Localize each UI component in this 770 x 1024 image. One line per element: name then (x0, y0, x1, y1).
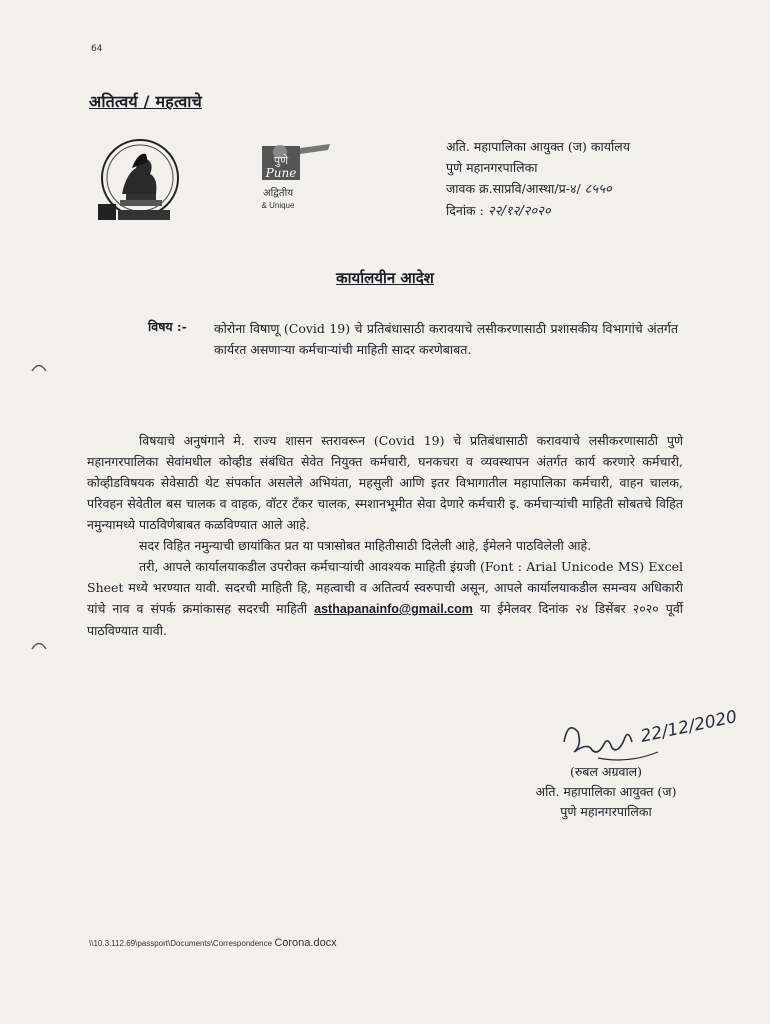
subject-label: विषय :- (148, 319, 187, 334)
document-title: कार्यालयीन आदेश (336, 269, 434, 287)
logo-tagline-marathi: अद्वितीय (262, 188, 294, 199)
outward-number-line (446, 178, 746, 200)
office-line-1: अति. महापालिका आयुक्त (ज) कार्यालय (446, 139, 630, 154)
signatory-name: (रुबल अग्रवाल) (569, 764, 643, 779)
signatory-organization: पुणे महानगरपालिका (560, 804, 652, 819)
footer-path: \\10.3.112.69\passport\Documents\Correspondence (89, 939, 273, 948)
logo-pune-devanagari: पुणे (273, 154, 289, 167)
page-number: 64 (91, 44, 103, 54)
subject-text: कोरोना विषाणू (Covid 19) चे प्रतिबंधासाठी करावयाचे लसीकरणासाठी प्रशासकीय विभागांचे अंतर्गत कार्यरत असणाऱ्या कर्मचाऱ्यांची माहिती सादर करणेबाबत. (214, 321, 678, 357)
contact-email: asthapanainfo@gmail.com (314, 602, 473, 616)
outward-prefix: जावक क्र.साप्रवि/आस्था/प्र-४/ (446, 181, 581, 196)
date-line (446, 200, 746, 222)
body-paragraph-1: विषयाचे अनुषंगाने मे. राज्य शासन स्तरावरून (Covid 19) चे प्रतिबंधासाठी करावयाचे लसीकरणासाठी पुणे महानगरपालिका सेवांमधील कोव्हीड संबंधित सेवेत नियुक्त कर्मचारी, घनकचरा व व्यवस्थापन अंतर्गत कार्य करणारे कर्मचारी, कोव्हीडविषयक सेवेसाठी थेट संपर्कात असलेले अभियंता, महसुली आणि इतर विभागातील महापालिका कर्मचारी, वाहन चालक, परिवहन सेवेतील बस चालक व वाहक, वॉटर टँकर चालक, स्मशानभूमीत सेवा देणारे कर्मचारी इ. कर्मचाऱ्यांची माहिती सोबतचे विहित नमुन्यामध्ये पाठविणेबाबत कळविण्यात आले आहे. (87, 433, 683, 532)
pune-unique-logo (258, 140, 336, 214)
letter-body (87, 430, 683, 641)
signature-date-handwritten: 22/12/2020 (638, 706, 739, 747)
logo-tagline-english: & Unique (261, 201, 295, 210)
punch-hole-mark (30, 640, 48, 650)
pmc-emblem-logo (92, 134, 188, 230)
signatory-block (506, 762, 706, 822)
body-paragraph-2: सदर विहित नमुन्याची छायांकित प्रत या पत्रासोबत माहितीसाठी दिलेली आहे, ईमेलने पाठविलेली आहे. (139, 538, 592, 553)
footer-filename: Corona.docx (274, 937, 337, 949)
punch-hole-mark (30, 362, 48, 372)
logo-pune-latin: Pune (265, 166, 297, 180)
outward-number-handwritten: ८५५० (584, 182, 612, 197)
signatory-designation: अति. महापालिका आयुक्त (ज) (535, 784, 677, 799)
office-address-block (446, 136, 746, 222)
office-line-2: पुणे महानगरपालिका (446, 160, 538, 175)
body-paragraph-3: तरी, आपले कार्यालयाकडील उपरोक्त कर्मचाऱ्यांची आवश्यक माहिती इंग्रजी (Font : Arial Unicode MS) Excel Sheet मध्ये भरण्यात यावी. सदरची माहिती हि, महत्वाची व अतित्वर्य स्वरुपाची असून, आपले कार्यालयाकडील समन्वय अधिकारी यांचे नाव व संपर्क क्रमांकासह सदरची माहिती asthapanainfo@gmail.com या ईमेलवर दिनांक २४ डिसेंबर २०२० पूर्वी पाठविण्यात यावी. (87, 559, 684, 638)
priority-heading: अतित्वर्य / महत्वाचे (89, 92, 202, 111)
date-handwritten: २२/१२/२०२० (487, 204, 551, 219)
file-path-footer (89, 937, 337, 949)
date-prefix: दिनांक : (446, 203, 484, 218)
